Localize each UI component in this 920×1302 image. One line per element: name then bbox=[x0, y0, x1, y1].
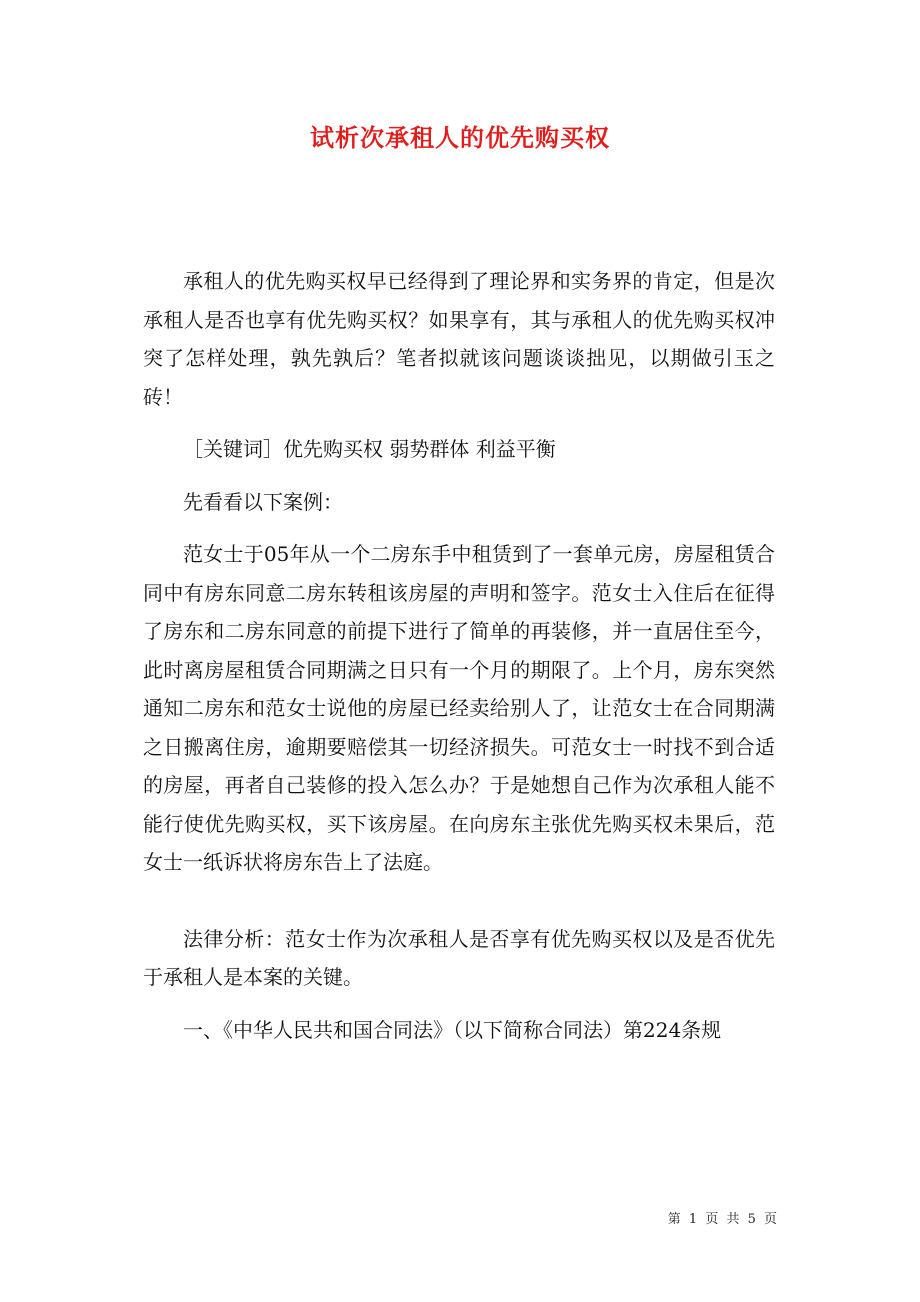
paragraph-case: 范女士于05年从一个二房东手中租赁到了一套单元房，房屋租赁合同中有房东同意二房东转租该房屋的声明和签字。范女士入住后在征得了房东和二房东同意的前提下进行了简单的再装修，并一直居住至今，此时离房屋租赁合同期满之日只有一个月的期限了。上个月，房东突然通知二房东和范女士说他的房屋已经卖给别人了，让范女士在合同期满之日搬离住房，逾期要赔偿其一切经济损失。可范女士一时找不到合适的房屋，再者自己装修的投入怎么办？于是她想自己作为次承租人能不能行使优先购买权，买下该房屋。在向房东主张优先购买权未果后，范女士一纸诉状将房东告上了法庭。 bbox=[143, 542, 775, 874]
document-title: 试析次承租人的优先购买权 bbox=[310, 123, 610, 152]
paragraph-analysis: 法律分析：范女士作为次承租人是否享有优先购买权以及是否优先于承租人是本案的关键。 bbox=[143, 926, 775, 989]
paragraph-case-lead: 先看看以下案例： bbox=[183, 489, 343, 514]
paragraph-section-one: 一、《中华人民共和国合同法》（以下简称合同法）第224条规 bbox=[183, 1017, 722, 1042]
document-body bbox=[143, 262, 775, 1049]
paragraph-intro: 承租人的优先购买权早已经得到了理论界和实务界的肯定，但是次承租人是否也享有优先购买权？如果享有，其与承租人的优先购买权冲突了怎样处理，孰先孰后？笔者拟就该问题谈谈拙见，以期做引玉之砖！ bbox=[143, 269, 775, 409]
page-number-footer: 第 1 页 共 5 页 bbox=[667, 1212, 779, 1227]
paragraph-keywords: ［关键词］优先购买权 弱势群体 利益平衡 bbox=[183, 437, 556, 461]
